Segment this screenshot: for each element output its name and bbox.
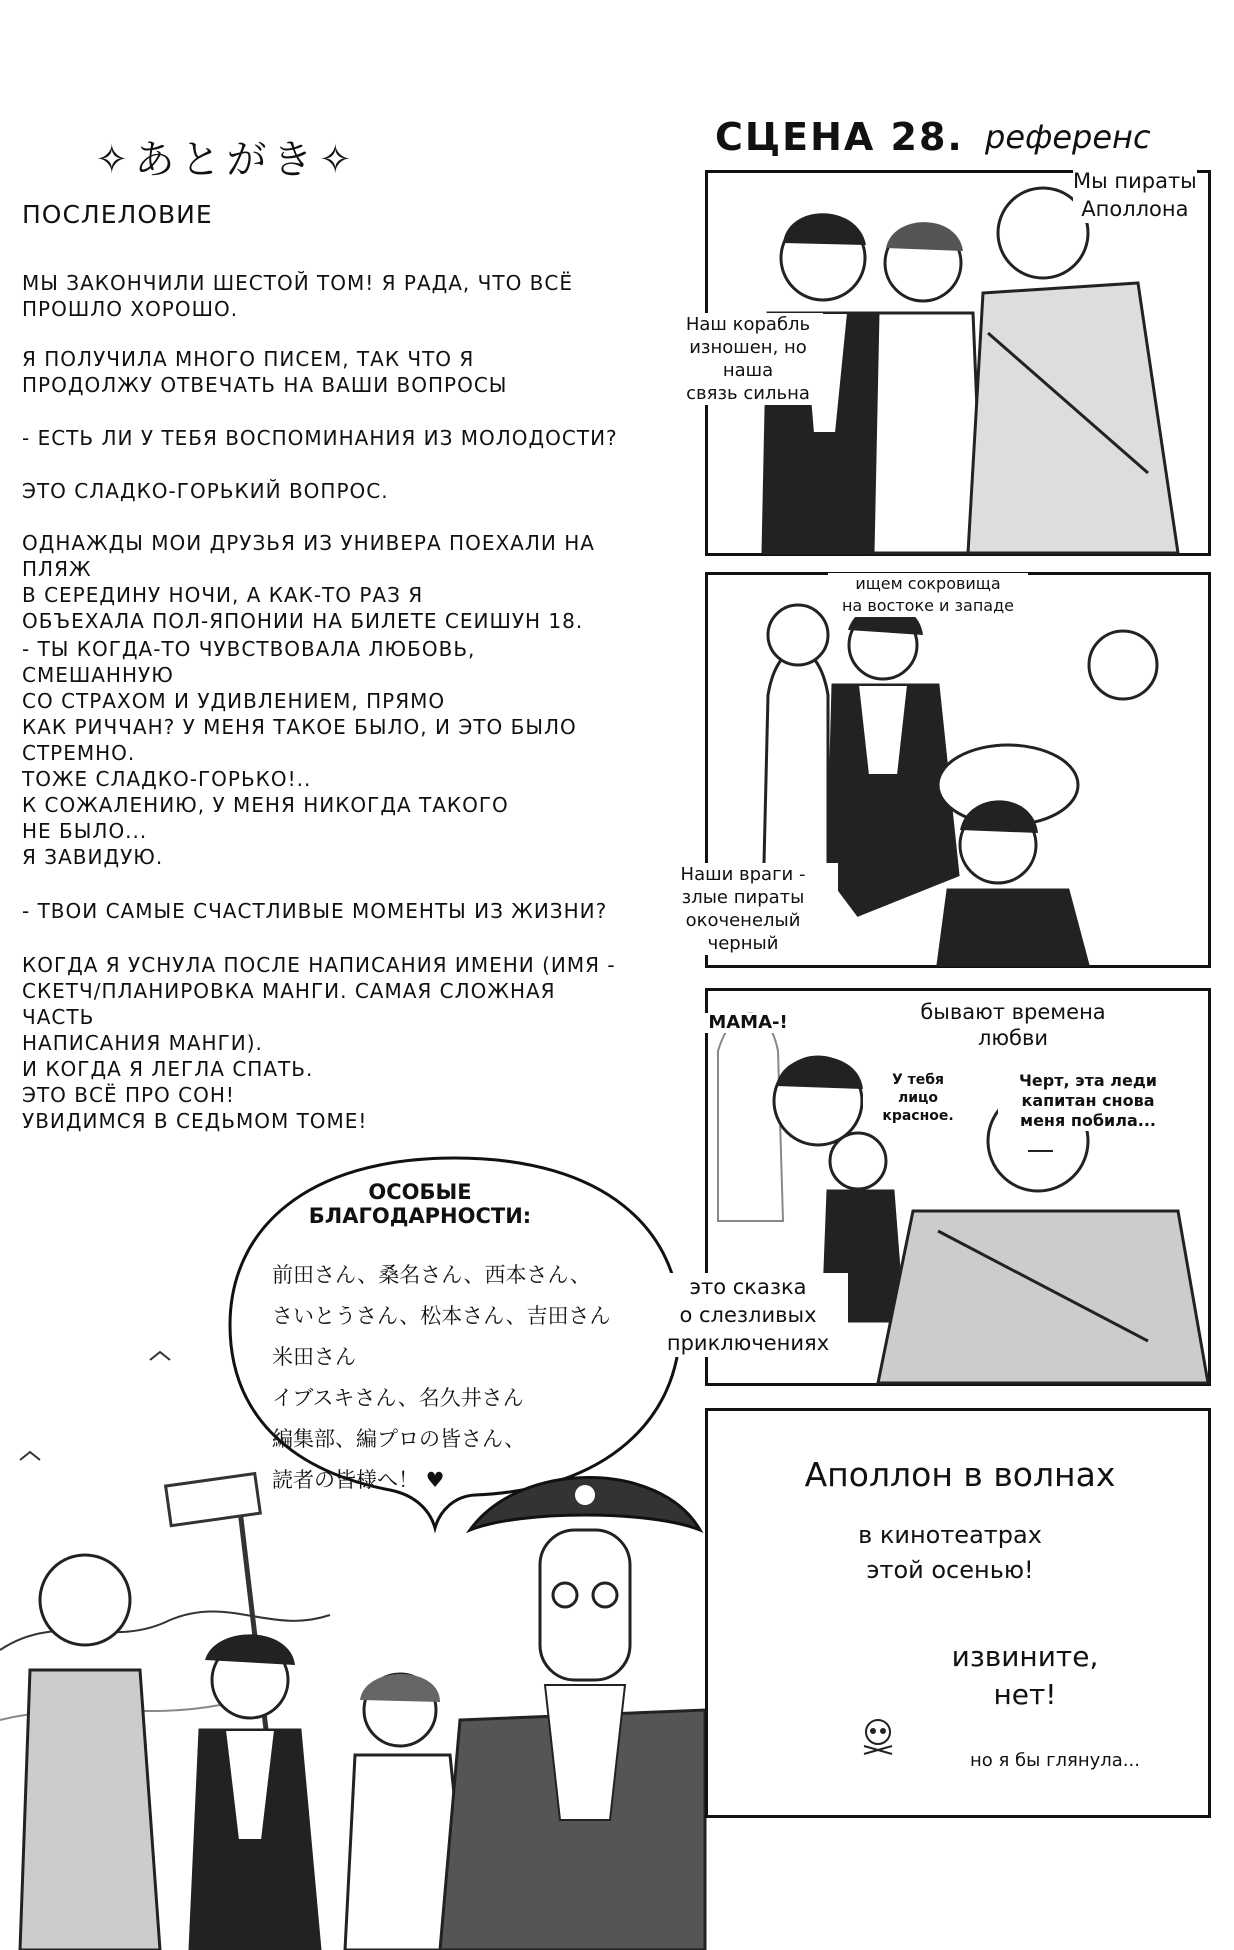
sorry-no: извините, нет! bbox=[951, 1640, 1099, 1711]
comic-panel-1 bbox=[685, 169, 1211, 556]
movie-title: Аполлон в волнах bbox=[804, 1455, 1116, 1494]
afterword-paragraph: - ТЫ КОГДА-ТО ЧУВСТВОВАЛА ЛЮБОВЬ, СМЕШАННУЮ СО СТРАХОМ И УДИВЛЕНИЕМ, ПРЯМО КАК РИЧЧАН? У МЕНЯ ТАКОЕ БЫЛО, И ЭТО БЫЛО СТРЕМНО. bbox=[22, 637, 577, 765]
skull-doodle bbox=[858, 1716, 898, 1756]
movie-release-note: в кинотеатрах этой осенью! bbox=[858, 1521, 1042, 1584]
afterword-paragraph: КОГДА Я УСНУЛА ПОСЛЕ НАПИСАНИЯ ИМЕНИ (ИМЯ - СКЕТЧ/ПЛАНИРОВКА МАНГИ. САМАЯ СЛОЖНАЯ ЧАСТЬ НАПИСАНИЯ МАНГИ). И КОГДА Я ЛЕГЛА СПАТЬ. ЭТО ВСЁ ПРО СОН! bbox=[22, 953, 616, 1107]
afterword-paragraph: МЫ ЗАКОНЧИЛИ ШЕСТОЙ ТОМ! Я РАДА, ЧТО ВСЁ ПРОШЛО ХОРОШО. bbox=[22, 271, 573, 321]
caption-ship-bond: Наш корабль изношен, но наша связь сильна bbox=[673, 313, 823, 405]
shout-mama: МАМА-! bbox=[698, 1013, 798, 1033]
caption-apollo-pirates: Мы пираты Аполлона bbox=[1073, 169, 1197, 221]
afterword-paragraph: Я ПОЛУЧИЛА МНОГО ПИСЕМ, ТАК ЧТО Я ПРОДОЛЖУ ОТВЕЧАТЬ НА ВАШИ ВОПРОСЫ bbox=[22, 347, 508, 397]
comic-panel-2 bbox=[680, 572, 1211, 968]
caption-enemies: Наши враги - злые пираты окоченелый черный bbox=[648, 863, 838, 955]
would-watch-note: но я бы глянула... bbox=[970, 1750, 1140, 1771]
afterword-japanese-title: ✧あとがき✧ bbox=[95, 137, 359, 183]
line-red-face: У тебя лицо красное. bbox=[863, 1071, 973, 1125]
afterword-paragraph: - ТВОИ САМЫЕ СЧАСТЛИВЫЕ МОМЕНТЫ ИЗ ЖИЗНИ? bbox=[22, 899, 608, 923]
caption-love-times: бывают времена любви bbox=[903, 999, 1123, 1051]
pirate-crew-illustration bbox=[0, 1420, 705, 1950]
afterword-paragraph: ОДНАЖДЫ МОИ ДРУЗЬЯ ИЗ УНИВЕРА ПОЕХАЛИ НА ПЛЯЖ В СЕРЕДИНУ НОЧИ, А КАК-ТО РАЗ Я ОБЪЕХАЛА ПОЛ-ЯПОНИИ НА БИЛЕТЕ СЕИШУН 18. bbox=[22, 531, 595, 633]
afterword-heading: ПОСЛЕЛОВИЕ bbox=[22, 200, 213, 229]
afterword-paragraph: ЭТО СЛАДКО-ГОРЬКИЙ ВОПРОС. bbox=[22, 479, 389, 503]
afterword-paragraph: ТОЖЕ СЛАДКО-ГОРЬКО!.. К СОЖАЛЕНИЮ, У МЕНЯ НИКОГДА ТАКОГО НЕ БЫЛО... Я ЗАВИДУЮ. bbox=[22, 767, 509, 869]
afterword-paragraph: - ЕСТЬ ЛИ У ТЕБЯ ВОСПОМИНАНИЯ ИЗ МОЛОДОСТИ? bbox=[22, 426, 618, 450]
afterword-paragraph: УВИДИМСЯ В СЕДЬМОМ ТОМЕ! bbox=[22, 1109, 368, 1133]
scene-subtitle: референс bbox=[985, 118, 1151, 156]
scene-title: СЦЕНА 28. bbox=[715, 115, 964, 159]
comic-panel-3 bbox=[666, 988, 1211, 1386]
line-defeated: Черт, эта леди капитан снова меня побила... bbox=[998, 1071, 1178, 1131]
caption-tearful-tale: это сказка о слезливых приключениях bbox=[648, 1273, 848, 1357]
caption-treasure: ищем сокровища на востоке и западе bbox=[828, 573, 1028, 617]
thanks-list: 前田さん、桑名さん、西本さん、 さいとうさん、松本さん、吉田さん 米田さん イブスキさん、名久井さん 編集部、編プロの皆さん、 読者の皆様へ！ ♥ bbox=[272, 1263, 611, 1492]
thanks-title: ОСОБЫЕ БЛАГОДАРНОСТИ: bbox=[308, 1180, 532, 1228]
